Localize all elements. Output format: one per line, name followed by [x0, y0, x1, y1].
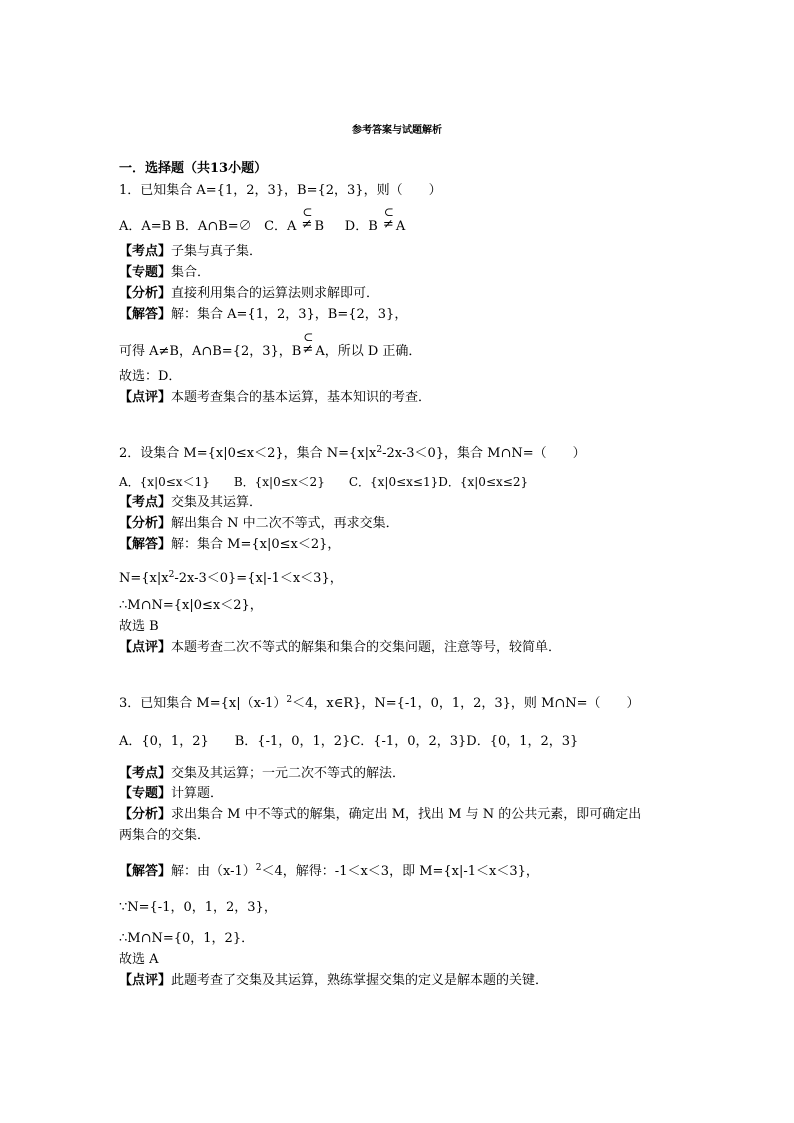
q1-option-c-suffix: B: [314, 219, 325, 234]
q1-option-d-suffix: A: [395, 219, 406, 234]
proper-subset-symbol: ⊂ ≠: [302, 330, 314, 357]
q3-options: A．{0，1，2} B．{-1，0，1，2}C．{-1，0，2，3}D．{0，1，2，3}: [119, 734, 579, 749]
q2-stem: 2．设集合 M={x|0≤x＜2}，集合 $N=\{x|x^2-2x-3<0\}$，集合 M∩N=（ ）: [119, 445, 586, 461]
q2-fenxi: 【分析】解出集合 N 中二次不等式，再求交集．: [119, 516, 399, 531]
q3-dianping: 【点评】此题考查了交集及其运算，熟练掌握交集的定义是解本题的关键．: [119, 973, 549, 988]
q3-stem: 3．已知集合 $M=\{x|(x-1)^2<4$，x∈R}，N={-1，0，1，2，3}，则 M∩N=（ ）: [119, 695, 640, 711]
q3-fenxi: 【分析】求出集合 M 中不等式的解集，确定出 M，找出 M 与 N 的公共元素，即可确定出: [119, 807, 642, 822]
q2-kaodian: 【考点】交集及其运算．: [119, 495, 263, 510]
q2-solution-line2: $N=\{x|x^2-2x-3<0\}=\{x|-1<x<3\}$，: [119, 570, 343, 586]
q2-solution-line3: ∴M∩N={x|0≤x＜2}，: [119, 598, 263, 613]
q2-options: A．{x|0≤x＜1} B．{x|0≤x＜2} C．{x|0≤x≤1}D．{x|0≤x≤2}: [119, 475, 529, 489]
section-heading: 一．选择题（共13小题）: [119, 161, 268, 176]
q3-kaodian: 【考点】交集及其运算；一元二次不等式的解法．: [119, 766, 406, 781]
q1-option-b: B．A∩B=∅: [175, 219, 252, 234]
q3-solution-line3: ∴M∩N={0，1，2}．: [119, 931, 255, 946]
page-title: 参考答案与试题解析: [352, 125, 442, 136]
q1-jieda: 【解答】解：集合 A={1，2，3}，B={2，3}，: [119, 307, 408, 322]
proper-subset-symbol: ⊂ ≠: [301, 205, 313, 232]
q1-solution-line2: 可得 A≠B，A∩B={2，3}，B ⊂ ≠ A，所以 D 正确．: [119, 330, 422, 359]
q3-zhuanti: 【专题】计算题．: [119, 786, 224, 801]
q2-answer: 故选 B: [119, 619, 159, 634]
q1-kaodian: 【考点】子集与真子集．: [119, 244, 263, 259]
q3-answer: 故选 A: [119, 952, 159, 967]
q1-dianping: 【点评】本题考查集合的基本运算，基本知识的考查．: [119, 390, 432, 405]
q1-option-c-prefix: C．A: [264, 219, 297, 234]
proper-subset-symbol: ⊂ ≠: [382, 205, 394, 232]
q1-option-d-prefix: D．B: [344, 219, 378, 234]
q2-dianping: 【点评】本题考查二次不等式的解集和集合的交集问题，注意等号，较简单．: [119, 640, 562, 655]
q1-fenxi: 【分析】直接利用集合的运算法则求解即可．: [119, 286, 380, 301]
q1-zhuanti: 【专题】集合．: [119, 265, 211, 280]
q1-stem: 1．已知集合 A={1，2，3}，B={2，3}，则（ ）: [119, 183, 442, 198]
q1-option-a: A．A=B: [119, 219, 172, 234]
q3-fenxi-cont: 两集合的交集．: [119, 828, 211, 843]
q1-answer: 故选：D．: [119, 369, 182, 384]
q3-jieda: 【解答】解：由$(x-1)^2<4$，解得：-1＜x＜3，即 M={x|-1＜x＜3}，: [119, 863, 539, 879]
q3-solution-line2: ∵N={-1，0，1，2，3}，: [119, 900, 277, 915]
q2-jieda: 【解答】解：集合 M={x|0≤x＜2}，: [119, 537, 341, 552]
q1-options: [119, 205, 406, 235]
